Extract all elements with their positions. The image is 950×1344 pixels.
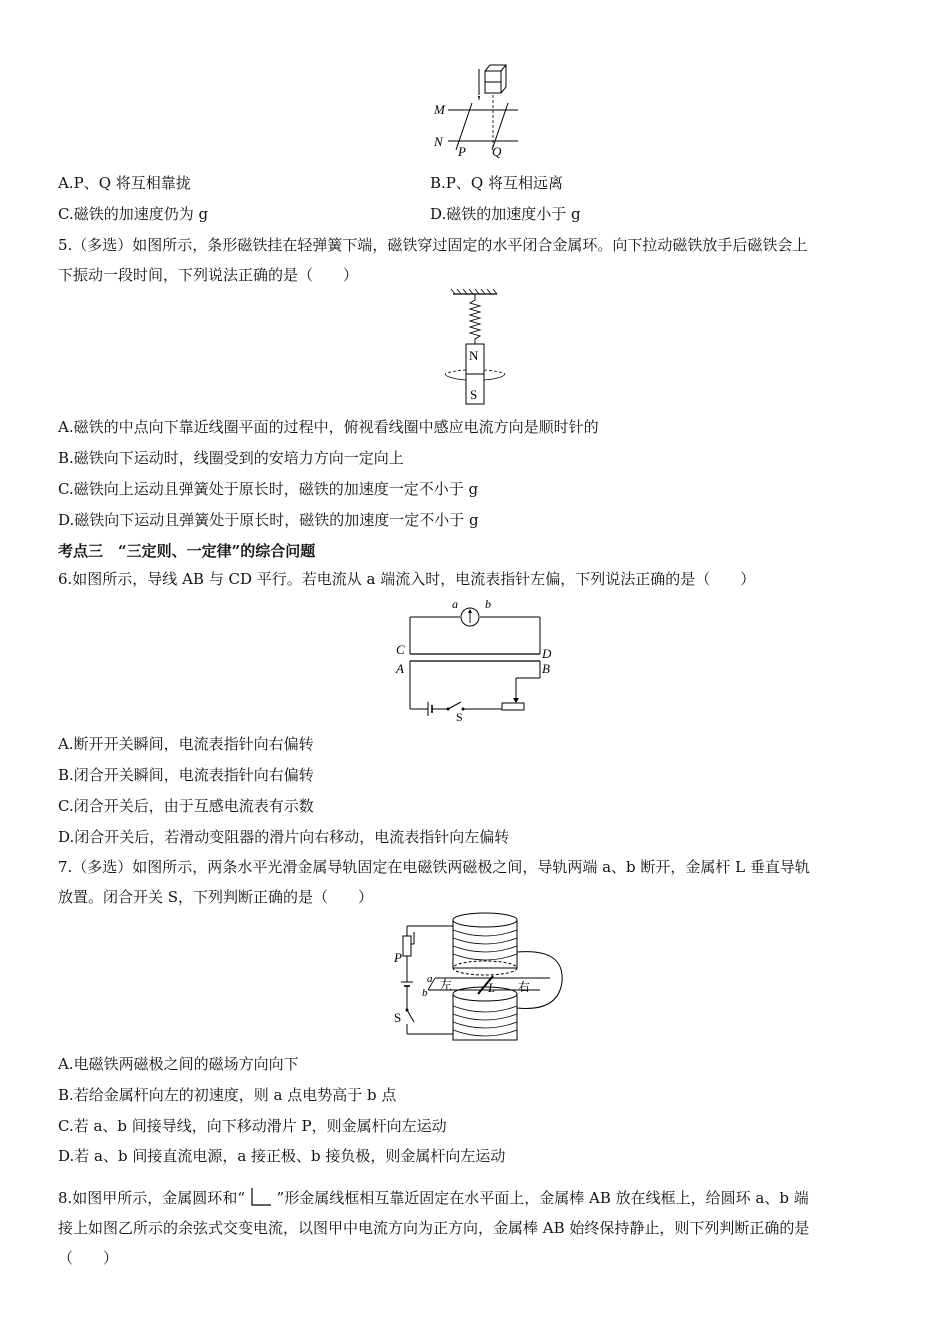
label-Q: Q <box>492 144 502 159</box>
magnet-S-label: S <box>470 387 478 402</box>
q8-stem-line3: （ ） <box>58 1249 119 1267</box>
q7-option-a: A.电磁铁两磁极之间的磁场方向向下 <box>58 1055 299 1073</box>
q5-stem-line1: 5.（多选）如图所示，条形磁铁挂在轻弹簧下端，磁铁穿过固定的水平闭合金属环。向下拉动磁铁放手后磁铁会上 <box>58 236 808 254</box>
label-N: N <box>434 134 443 149</box>
q7-option-b: B.若给金属杆向左的初速度，则 a 点电势高于 b 点 <box>58 1086 397 1104</box>
label-D: D <box>542 646 552 661</box>
label-B: B <box>542 661 550 676</box>
q5-option-a: A.磁铁的中点向下靠近线圈平面的过程中，俯视看线圈中感应电流方向是顺时针的 <box>58 418 599 436</box>
q6-option-c: C.闭合开关后，由于互感电流表有示数 <box>58 797 314 815</box>
q8-stem-pre: 8.如图甲所示，金属圆环和“ <box>58 1189 245 1207</box>
q4-option-d: D.磁铁的加速度小于 g <box>430 205 581 223</box>
q6-option-a: A.断开开关瞬间，电流表指针向右偏转 <box>58 735 314 753</box>
frame-shape-icon <box>250 1187 272 1207</box>
q7-option-d: D.若 a、b 间接直流电源，a 接正极、b 接负极，则金属杆向左运动 <box>58 1147 506 1165</box>
q4-option-c: C.磁铁的加速度仍为 g <box>58 205 209 223</box>
q8-stem-line2: 接上如图乙所示的余弦式交变电流，以图甲中电流方向为正方向，金属棒 AB 始终保持静止，则下列判断正确的是 <box>58 1219 810 1237</box>
label-A: A <box>396 661 404 676</box>
label-M: M <box>434 102 445 117</box>
label-P: P <box>458 144 466 159</box>
q5-option-d: D.磁铁向下运动且弹簧处于原长时，磁铁的加速度一定不小于 g <box>58 511 479 529</box>
label-switch-S: S <box>394 1010 402 1025</box>
label-right: 右 <box>518 980 531 994</box>
q8-stem-line1 <box>58 1187 809 1208</box>
figure-magnet-rails <box>420 55 530 165</box>
q5-option-c: C.磁铁向上运动且弹簧处于原长时，磁铁的加速度一定不小于 g <box>58 480 479 498</box>
label-C: C <box>396 642 405 657</box>
q5-stem-line2: 下振动一段时间，下列说法正确的是（ ） <box>58 266 359 284</box>
figure-spring-magnet <box>435 288 515 408</box>
label-L: L <box>488 980 496 995</box>
figure-electromagnet-rails <box>390 912 575 1052</box>
q7-stem-line1: 7.（多选）如图所示，两条水平光滑金属导轨固定在电磁铁两磁极之间，导轨两端 a、b 断开，金属杆 L 垂直导轨 <box>58 858 810 876</box>
magnet-N-label: N <box>469 348 479 363</box>
label-left: 左 <box>440 978 453 992</box>
label-P: P <box>394 950 402 965</box>
label-a: a <box>427 973 433 985</box>
label-switch-S: S <box>456 710 463 724</box>
q7-stem-line2: 放置。闭合开关 S，下列判断正确的是（ ） <box>58 888 374 906</box>
q6-option-d: D.闭合开关后，若滑动变阻器的滑片向右移动，电流表指针向左偏转 <box>58 828 510 846</box>
figure-parallel-wires <box>390 592 560 727</box>
label-b: b <box>485 597 491 611</box>
q6-stem: 6.如图所示，导线 AB 与 CD 平行。若电流从 a 端流入时，电流表指针左偏，下列说法正确的是（ ） <box>58 570 756 588</box>
q4-option-b: B.P、Q 将互相远离 <box>430 174 563 192</box>
section-heading: 考点三 “三定则、一定律”的综合问题 <box>58 542 316 560</box>
label-a: a <box>452 597 458 611</box>
label-b: b <box>422 987 428 999</box>
q7-option-c: C.若 a、b 间接导线，向下移动滑片 P，则金属杆向左运动 <box>58 1117 447 1135</box>
q5-option-b: B.磁铁向下运动时，线圈受到的安培力方向一定向上 <box>58 449 404 467</box>
q6-option-b: B.闭合开关瞬间，电流表指针向右偏转 <box>58 766 314 784</box>
q4-option-a: A.P、Q 将互相靠拢 <box>58 174 191 192</box>
q8-stem-post: ”形金属线框相互靠近固定在水平面上，金属棒 AB 放在线框上，给圆环 a、b 端 <box>276 1189 809 1207</box>
